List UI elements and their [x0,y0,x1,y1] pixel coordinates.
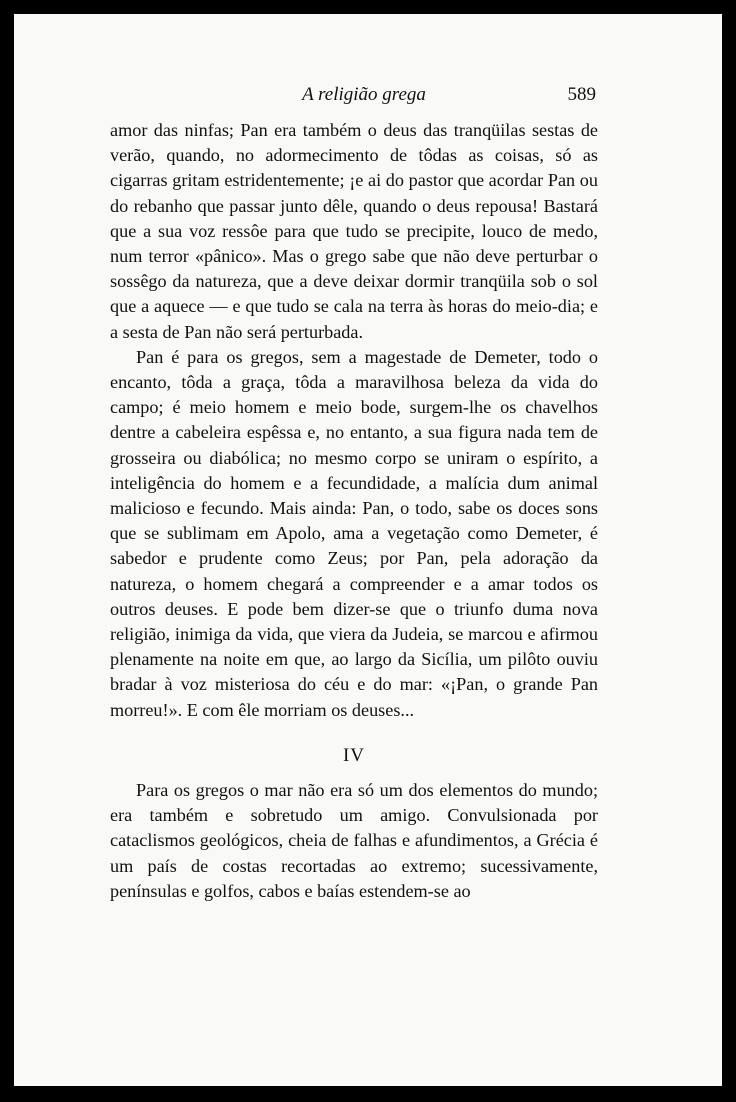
running-title: A religião grega [302,84,426,105]
paragraph-mar: Para os gregos o mar não era só um dos elementos do mundo; era também e sobretudo um amigo. Convulsionada por cataclismos geológicos, cheia de falhas e afundimentos, a Grécia é um país de costas recortadas ao extremo; sucessivamente, penínsulas e golfos, cabos e baías estendem-se ao [110,780,598,901]
section-heading: IV [342,744,366,766]
book-page [14,14,722,1086]
paragraph-pan-sesta: amor das ninfas; Pan era também o deus das tranqüilas sestas de verão, quando, no adormecimento de tôdas as coisas, só as cigarras gritam estridentemente; ¡e ai do pastor que acordar Pan ou do rebanho que passar junto dêle, quando o deus repousa! Bastará que a sua voz ressôe para que tudo se precipite, louco de medo, num terror «pânico». Mas o grego sabe que não deve perturbar o sossêgo da natureza, que a deve deixar dormir tranqüila sob o sol que a aquece — e que tudo se cala na terra às horas do meio-dia; e a sesta de Pan não será perturbada. [110,120,598,342]
page-header [114,84,614,110]
page-number: 589 [567,84,596,105]
paragraph-pan-encanto: Pan é para os gregos, sem a magestade de Demeter, todo o encanto, tôda a graça, tôda a maravilhosa beleza da vida do campo; é meio homem e meio bode, surgem-lhe os chavelhos dentre a cabeleira espêssa e, no entanto, a sua figura nada tem de grosseira ou diabólica; no mesmo corpo se uniram o espírito, a inteligência do homem e a fecundidade, a malícia dum animal malicioso e fecundo. Mais ainda: Pan, o todo, sabe os doces sons que se sublimam em Apolo, ama a vegetação como Demeter, é sabedor e prudente como Zeus; por Pan, pela adoração da natureza, o homem chegará a compreender e a amar todos os outros deuses. E pode bem dizer-se que o triunfo duma nova religião, inimiga da vida, que viera da Judeia, se marcou e afirmou plenamente na noite em que, ao largo da Sicília, um pilôto ouviu bradar à voz misteriosa do céu e do mar: «¡Pan, o grande Pan morreu!». E com êle morriam os deuses... [110,346,598,720]
page-body [110,118,598,904]
